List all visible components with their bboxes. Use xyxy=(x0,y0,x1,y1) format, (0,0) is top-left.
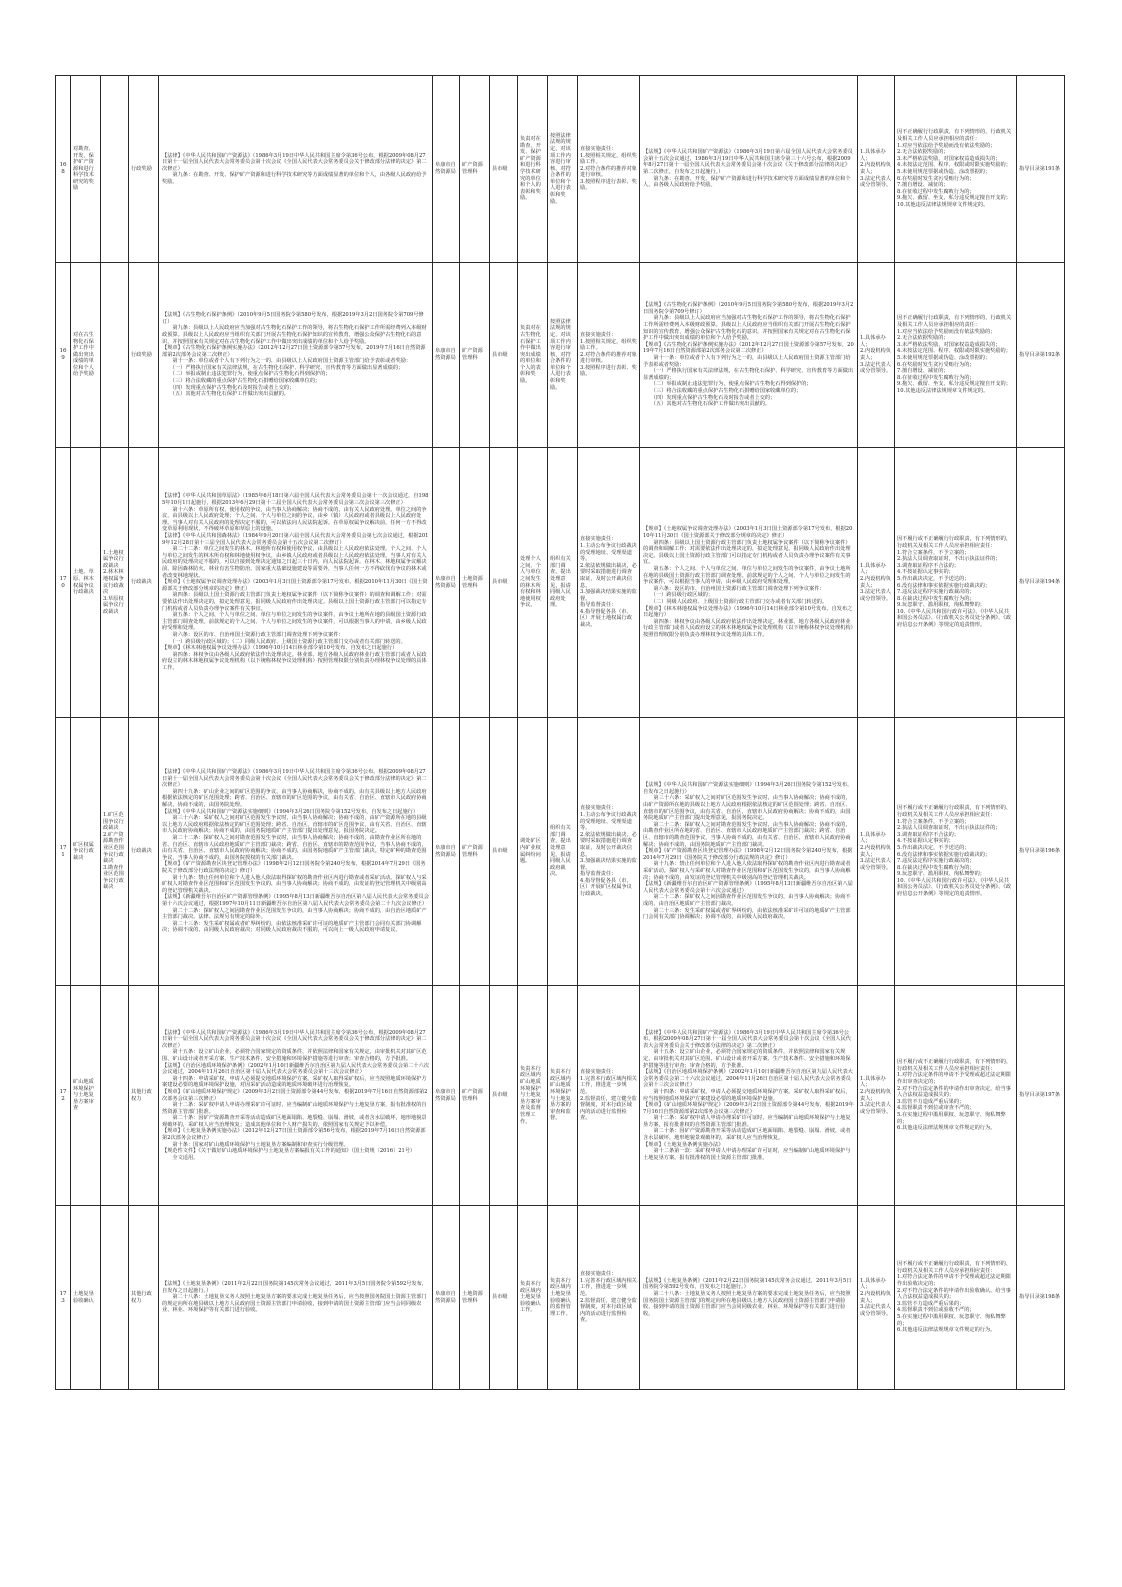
sub-item: 1.土地权属争议行政裁决 2.林木林地权属争议行政裁决 3.草原权属争议行政裁决 xyxy=(101,448,129,718)
administrative-level: 县市级 xyxy=(490,448,518,718)
work-content: 负责本行政区域内矿山地质环境保护与土地复垦方案的审查和监督。 xyxy=(548,986,578,1206)
item-name: 土地、草原、林木权属争议行政裁决 xyxy=(71,448,101,718)
implementing-body: 阜康市自然资源局 xyxy=(433,1206,460,1390)
responsibility-basis: 【法规】《中华人民共和国矿产资源法实施细则》（1994年3月26日国务院令第152号发布，自发布之日起施行） 第三十六条：采矿权人之间对矿区范围发生争议时，由当事人协商解决；协商不成的，由矿产资源所在地的县级以上地方人民政府根据依法核定的矿区范围处理；跨省、自治区、直辖市的矿区范围争议，由有关省、自治区、直辖市人民政府协商解决；协商不成的，由国务院地质矿产主管部门提出处理意见，报国务院决定。 第二十二条：探矿权人之间对勘查范围发生争议时，由当事人协商解决；协商不成的，由勘查作业区所在地的省、自治区、直辖市人民政府地质矿产主管部门裁决；跨省、自治区、直辖市的勘查范围争议，当事人协商不成的，由有关省、自治区、直辖市人民政府协商解决；协商不成的，由国务院地质矿产主管部门裁决。 【规章】《矿产资源勘查区块登记管理办法》（1998年2月12日国务院令第240号发布，根据2014年7月29日《国务院关于修改部分行政法规的决定》修订） 第十九条：禁止任何单位和个人进入他人依法取得探矿权的勘查作业区内进行勘查或者采矿活动。探矿权人与采矿权人对勘查作业区范围和矿区范围发生争议的，由当事人协商解决；协商不成的，由发证的登记管理机关中级别高的登记管理机关裁决。 【法规】《新疆维吾尔自治区矿产资源管理条例》（1995年8月13日新疆维吾尔自治区第八届人民代表大会常务委员会第十六次会议通过） 第二十二条：探矿权人之间因勘查作业区范围发生争议的，由当事人协商解决；协商不成的，由自治区地质矿产主管部门裁决。 第二十三条：发生采矿权属或者矿界纠纷的，由依法核准采矿许可证的地质矿产主管部门会同有关部门协调解决；协调不成的，由同级人民政府裁决。 xyxy=(640,718,858,986)
responsibility-items: 直接实施责任： 1.完善本行政区域内相关工作，推进进一步规范。 2.监督责任，建立健全监督制度，对本行政区域内的活动进行监督检查。 xyxy=(578,986,640,1206)
sub-item xyxy=(101,1206,129,1390)
accountability-situations: 因不履行或不正确履行行政职责，有下列情形的，行政机关及相关工作人员应承担相应责任： 1.对符合法定条件的申请不予受理或超过法定期限作出审查决定的； 2.对不符合法定条件的申请作出审查决定，给当事人合法权益造成损失的； 3.监管不力造成严重后果的； 4.监督职责不到位或审查不严的； 5.在实施过程中滥用职权、玩忽职守、徇私舞弊的； 6.其他违反法律法规规章文件规定的行为。 xyxy=(895,986,1017,1206)
accountability-situations: 因不履行或不正确履行行政职责，有下列情形的，行政机关及相关工作人员应承担相应责任： 1.符合立案条件，不予立案的； 2.执法人员调查取证时，不出示执法证件的； 3.调查取证程序不合法的； 4.不按证据认定事实的； 5.作出裁决决定，不予送达的； 6.没有法律和事实依据实施行政裁决的； 7.违反法定程序实施行政裁决的； 8.在裁决过程中发生腐败行为的； 9.玩忽职守、滥用职权、徇私舞弊的； 10.《中华人民共和国行政许可法》、《中华人民共和国公务员法》、《行政机关公务员处分条例》、《政府信息公开条例》等规定的追责情形。 xyxy=(895,718,1017,986)
accountability-subject: 1.具体承办人； 2.内设机构负责人； 3.法定代表人或分管领导。 xyxy=(858,718,895,986)
remarks: 指导目录第196条 xyxy=(1017,718,1065,986)
accountability-situations: 因不正确履行行政职责，有下列情形的，行政机关及相关工作人员应承担相应的责任： 1.对应当依法给予奖励而没有依法奖励的； 2.无合法依据奖励的； 3.未严格依法奖励，对国家权益造成损失的； 4.未按法定范围、程序、权限或时限实施奖励的； 5.未使用规范票据或伪造、涂改票据的； 6.在奖励时发生贪污受贿行为的； 7.擅自增设、减征的； 8.在征收过程中发生腐败行为的； 9.拖欠、截留、坐支、私分违反规定擅自开支的； 10.其他违反法律法规规章文件规定的。 xyxy=(895,76,1017,263)
power-category: 行政裁决 xyxy=(129,448,159,718)
item-name: 矿山地质环境保护与土地复垦方案审查 xyxy=(71,986,101,1206)
accountability-situations: 因不履行或不正确履行行政职责，有下列情形的，行政机关及相关工作人员应承担相应责任： 1.对符合法定条件的申请不予受理或超过法定期限作出验收决定的； 2.对不符合法定条件的申请作出验收确认，给当事人合法权益造成损失的； 3.监管不力造成严重后果的； 4.监督职责不到位或验收不严的； 5.在实施过程中滥用职权、玩忽职守、徇私舞弊的； 6.其他违反法律法规规章文件规定的行为。 xyxy=(895,1206,1017,1390)
power-category: 其他行政权力 xyxy=(129,986,159,1206)
power-category: 行政裁决 xyxy=(129,718,159,986)
remarks: 指导目录第194条 xyxy=(1017,448,1065,718)
responsibility-basis: 【法律】《中华人民共和国矿产资源法》（1986年3月19日中华人民共和国主席令第36号公布，根据2009年08月27日第十一届全国人民代表大会常务委员会第十次会议《全国人民代表大会常务委员会关于修改部分法律的决定》第二次修正） 第十五条：设立矿山企业，必须符合国家规定的资质条件，并依照法律和国家有关规定，由审批机关对其矿区范围、矿山设计或者开采方案、生产技术条件、安全措施和环境保护措施等进行审查；审查合格的，方予批准。 【法规】《自治区地质环境保护条例》（2002年1月10日新疆维吾尔自治区第九届人民代表大会常务委员会第二十六次会议通过，2004年11月26日自治区第十届人民代表大会常务委员会第十三次会议修正） 第十四条：申请采矿权，申请人必须提交地质环境保护方案。采矿权人取得采矿权后，应当按照地质环境保护方案建设必要的地质环境保护设施。 【规章】《矿山地质环境保护规定》（2009年3月2日国土资源部令第44号发布，根据2019年7月16日自然资源部第2次部务会议第三次修正） 第十二条：采矿权申请人申请办理采矿许可证时，应当编制矿山地质环境保护与土地复垦方案，报有批准权的自然资源主管部门批准。 第二十条：因矿产资源勘查开采等活动造成矿区地面塌陷、地裂缝、崩塌、滑坡，或者含水层破坏，地形地貌景观破坏的，采矿权人应当治理恢复。 【规章】《土地复垦条例实施办法》 第十二条第一款：采矿权申请人申请办理采矿许可证时，应当编制矿山地质环境保护与土地复垦方案，报有批准权的国土资源主管部门批准。 xyxy=(640,986,858,1206)
item-name: 土地复垦验收确认 xyxy=(71,1206,101,1390)
row-number: 170 xyxy=(56,448,71,718)
responsibility-scope: 处理个人之间、个人与单位之间发生的林木所有权和林地使用权争议。 xyxy=(518,448,548,718)
legal-basis: 【法律】《中华人民共和国矿产资源法》（1986年3月19日中华人民共和国主席令第36号公布，根据2009年08月27日第十一届全国人民代表大会常务委员会第十次会议《全国人民代表大会常务委员会关于修改部分法律的决定》第二次修正） 第九条：在勘查、开发、保护矿产资源和进行科学技术研究等方面成绩显著的单位和个人，由各级人民政府给予奖励。 xyxy=(159,76,433,263)
responsibility-basis: 【规章】《土地权属争议调查处理办法》（2003年1月3日国土资源部令第17号发布，根据2010年11月30日《国土资源部关于修改部分规章的决定》修正） 第四条：县级以上国土资源行政主管部门负责土地权属争议案件（以下简称争议案件）的调查和调解工作；对需要依法作出处理决定的，拟定处理意见，报同级人民政府作出处理决定。县级以上国土资源行政主管部门可以指定专门机构或者人员负责办理争议案件有关事宜。 第五条：个人之间、个人与单位之间、单位与单位之间发生的争议案件，由争议土地所在地的县级国土资源行政主管部门调查处理。前款规定的个人之间、个人与单位之间发生的争议案件，可以根据当事人的申请，由乡级人民政府受理和处理。 第六条：设区的市、自治州国土资源行政主管部门调查处理下列争议案件： （一）跨县级行政区域的； （二）同级人民政府、上级国土资源行政主管部门交办或者有关部门转送的。 【规章】《林木林地权属争议处理办法》（1996年10月14日林业部令第10号发布，自发布之日起施行） 第四条：林权争议由各级人民政府依法作出处理决定。林业部、地方各级人民政府林业行政主管部门或者人民政府设立的林木林地权属争议处理机构（以下统称林权争议处理机构）按照管理权限分别负责办理林权争议处理的具体工作。 xyxy=(640,448,858,718)
remarks: 指导目录第192条 xyxy=(1017,263,1065,448)
responsible-department: 矿产资源管理科 xyxy=(460,986,490,1206)
accountability-subject: 1.具体承办人； 2.内设机构负责人； 3.法定代表人或分管领导。 xyxy=(858,1206,895,1390)
responsible-department: 矿产资源管理科 xyxy=(460,76,490,263)
responsibility-items: 直接实施责任： 1.按照相关规定，组织奖励工作。 2.对符合条件的推荐对象进行审核。 3.按照程序进行表彰、奖励。 xyxy=(578,76,640,263)
responsibility-scope: 调处矿区内矿业权属纠纷问题。 xyxy=(518,718,548,986)
administrative-level: 县市级 xyxy=(490,986,518,1206)
work-content: 负责本行政区域内土地复垦验收确认的监督管理工作。 xyxy=(548,1206,578,1390)
implementing-body: 阜康市自然资源局 xyxy=(433,718,460,986)
administrative-level: 县市级 xyxy=(490,76,518,263)
item-name: 对勘查、开发、保护矿产资源和进行科学技术研究的奖励 xyxy=(71,76,101,263)
sub-item xyxy=(101,263,129,448)
sub-item xyxy=(101,76,129,263)
row-number: 172 xyxy=(56,986,71,1206)
legal-basis: 【法规】《古生物化石保护条例》（2010年9月5日国务院令第580号发布，根据2019年3月2日国务院令第709号修订） 第九条：县级以上人民政府应当加强对古生物化石保护工作的领导，将古生物化石保护工作所需经费列入本级财政预算。县级以上人民政府应当组织有关部门开展古生物化石保护知识的宣传教育，增强公众保护古生物化石的意识，并按照国家有关规定对在古生物化石保护工作中做出突出成绩的单位和个人给予奖励。 【规章】《古生物化石保护条例实施办法》（2012年12月27日国土资源部令第57号发布，2019年7月16日自然资源部第2次部务会议第二次修正） 第十一条：单位或者个人有下列行为之一的，由县级以上人民政府国土资源主管部门给予表彰或者奖励： （一）严格执行国家有关法律法规，在古生物化石保护、科学研究、宣传教育等方面做出显著成绩的； （二）举报或制止违法犯罪行为，使重点保护古生物化石得到保护的； （三）将合法收藏的重点保护古生物化石捐赠给国家收藏单位的； （四）发现重点保护古生物化石及时报告或者上交的； （五）其他对古生物化石保护工作做出突出贡献的。 xyxy=(159,263,433,448)
work-content: 按照法律法规的规定，对该项工作内容进行审核，对符合条件的单位和个人进行表彰和奖励。 xyxy=(548,263,578,448)
responsibility-scope: 负责对在勘查、开发、保护矿产资源和进行科学技术研究的单位和个人的表彰和奖励。 xyxy=(518,76,548,263)
responsibility-basis: 【法规】《土地复垦条例》（2011年2月22日国务院第145次常务会议通过，2011年3月5日国务院令第592号发布，自发布之日起施行。） 第二十八条：土地复垦义务人按照土地复垦方案的要求完成土地复垦任务后，应当按照国务院国土资源主管部门的规定向所在地县级以上地方人民政府国土资源主管部门申请验收，接到申请的国土资源主管部门应当会同同级农业、林业、环境保护等有关部门进行验收。 xyxy=(640,1206,858,1390)
legal-basis: 【法律】《中华人民共和国矿产资源法》（1986年3月19日中华人民共和国主席令第36号公布，根据2009年08月27日第十一届全国人民代表大会常务委员会第十次会议《全国人民代表大会常务委员会关于修改部分法律的决定》第二次修正） 第四十九条：矿山企业之间的矿区范围的争议，由当事人协商解决，协商不成的，由有关县级以上地方人民政府根据依法核定的矿区范围处理；跨省、自治区、直辖市的矿区范围的争议，由有关省、自治区、直辖市人民政府协商解决，协商不成的，由国务院处理。 【法规】《中华人民共和国矿产资源法实施细则》（1994年3月26日国务院令第152号发布，自发布之日起施行） 第三十六条：采矿权人之间对矿区范围发生争议时，由当事人协商解决；协商不成的，由矿产资源所在地的县级以上地方人民政府根据依法核定的矿区范围处理；跨省、自治区、直辖市的矿区范围争议，由有关省、自治区、直辖市人民政府协商解决；协商不成的，由国务院地质矿产主管部门提出处理意见，报国务院决定。 第二十二条：探矿权人之间对勘查范围发生争议时，由当事人协商解决；协商不成的，由勘查作业区所在地的省、自治区、直辖市人民政府地质矿产主管部门裁决；跨省、自治区、直辖市的勘查范围争议，当事人协商不成的，由有关省、自治区、直辖市人民政府协商解决；协商不成的，由国务院地质矿产主管部门裁决。特定矿种的勘查范围争议，当事人协商不成的，由国务院授权的有关部门裁决。 【规章】《矿产资源勘查区块登记管理办法》（1998年2月12日国务院令第240号发布，根据2014年7月29日《国务院关于修改部分行政法规的决定》修订） 第十九条：禁止任何单位和个人进入他人依法取得探矿权的勘查作业区内进行勘查或者采矿活动。探矿权人与采矿权人对勘查作业区范围和矿区范围发生争议的，由当事人协商解决；协商不成的，由发证的登记管理机关中级别高的登记管理机关裁决。 【法规】《新疆维吾尔自治区矿产资源管理条例》（1995年8月13日新疆维吾尔自治区第八届人民代表大会常务委员会第十六次会议通过，根据1997年10月11日新疆维吾尔自治区第八届人民代表大会常务委员会第二十九次会议修正） 第二十二条：探矿权人之间因勘查作业区范围发生争议的，由当事人协商解决；协商不成的，由自治区地质矿产主管部门裁决。法律、法规另有规定的除外。 第二十三条：发生采矿权属或者矿界纠纷的，由依法核准采矿许可证的地质矿产主管部门会同有关部门协调解决；协调不成的，由同级人民政府裁决；对同级人民政府裁决不服的，可以向上一级人民政府申请复议。 xyxy=(159,718,433,986)
accountability-situations: 因不正确履行行政职责，有下列情形的，行政机关及相关工作人员应承担相应的责任： 1.对应当依法给予奖励而没有依法奖励的； 2.无合法依据奖励的； 3.未严格依法奖励，对国家权益造成损失的； 4.未按法定范围、程序、权限或时限实施奖励的； 5.未使用规范票据或伪造、涂改票据的； 6.在奖励时发生贪污受贿行为的； 7.擅自增设、减征的； 8.在征收过程中发生腐败行为的； 9.拖欠、截留、坐支、私分违反规定擅自开支的； 10.其他违反法律法规规章文件规定的。 xyxy=(895,263,1017,448)
implementing-body: 阜康市自然资源局 xyxy=(433,263,460,448)
responsibility-scope: 负责本行政区域内矿山地质环境保护与土地复垦方案审查及监督管理工作。 xyxy=(518,986,548,1206)
responsible-department: 矿产资源管理科 xyxy=(460,263,490,448)
legal-basis: 【法律】《中华人民共和国草原法》（1985年6月18日第六届全国人民代表大会常务委员会第十一次会议通过，自1985年10月1日起施行，根据2013年6月29日第十二届全国人民代表大会常务委员会第三次会议第三次修正） 第十六条：草原所有权、使用权的争议，由当事人协商解决；协商不成的，由有关人民政府处理。单位之间的争议，由县级以上人民政府处理；个人之间、个人与单位之间的争议，由乡（镇）人民政府或者县级以上人民政府处理。当事人对有关人民政府的处理决定不服的，可以依法向人民法院起诉。在草原权属争议解决前，任何一方不得改变草原利用现状，不得破坏草原和草原上的设施。 【法律】《中华人民共和国森林法》（1984年9月20日第六届全国人民代表大会常务委员会第七次会议通过，根据2019年12月28日第十三届全国人民代表大会常务委员会第十五次会议第二次修订） 第二十二条：单位之间发生的林木、林地所有权和使用权争议，由县级以上人民政府依法处理。个人之间、个人与单位之间发生的林木所有权和林地使用权争议，由乡镇人民政府或者县级以上人民政府依法处理。当事人对有关人民政府的处理决定不服的，可以自接到处理决定通知之日起三十日内，向人民法院起诉。在林木、林地权属争议解决前，除因森林防火、林业有害生物防治、国家重大基础设施建设等需要外，当事人任何一方不得砍伐有争议的林木或者改变林地现状。 【规章】《土地权属争议调查处理办法》（2003年1月3日国土资源部令第17号发布，根据2010年11月30日《国土资源部关于修改部分规章的决定》修正） 第四条：县级以上国土资源行政主管部门负责土地权属争议案件（以下简称争议案件）的调查和调解工作；对需要依法作出处理决定的，拟定处理意见，报同级人民政府作出处理决定。县级以上国土资源行政主管部门可以指定专门机构或者人员负责办理争议案件有关事宜。 第五条：个人之间、个人与单位之间、单位与单位之间发生的争议案件，由争议土地所在地的县级国土资源行政主管部门调查处理。前款规定的个人之间、个人与单位之间发生的争议案件，可以根据当事人的申请，由乡级人民政府受理和处理。 第六条：设区的市、自治州国土资源行政主管部门调查处理下列争议案件： （一）跨县级行政区域的；（二）同级人民政府、上级国土资源行政主管部门交办或者有关部门转送的。 【规章】《林木林地权属争议处理办法》（1996年10月14日林业部令第10号发布，自发布之日起施行） 第四条：林权争议由各级人民政府依法作出处理决定。林业部、地方各级人民政府林业行政主管部门或者人民政府设立的林木林地权属争议处理机构（以下统称林权争议处理机构）按照管理权限分别负责办理林权争议处理的具体工作。 xyxy=(159,448,433,718)
responsibility-scope: 负责本行政区域内土地复垦验收确认工作。 xyxy=(518,1206,548,1390)
implementing-body: 阜康市自然资源局 xyxy=(433,986,460,1206)
responsibility-items: 直接实施责任： 1.完善本行政区域内相关工作，推进进一步规范。 2.监督责任，建立健全监督制度，对本行政区域内的活动进行监督检查。 xyxy=(578,1206,640,1390)
sub-item xyxy=(101,986,129,1206)
row-number: 171 xyxy=(56,718,71,986)
remarks: 指导目录第198条 xyxy=(1017,1206,1065,1390)
power-category: 行政奖励 xyxy=(129,263,159,448)
item-name: 矿区权属争议行政裁决 xyxy=(71,718,101,986)
accountability-subject: 1.具体承办人； 2.内设机构负责人； 3.法定代表人或分管领导。 xyxy=(858,76,895,263)
accountability-subject: 1.具体承办人； 2.内设机构负责人； 3.法定代表人或分管领导。 xyxy=(858,448,895,718)
row-number: 169 xyxy=(56,263,71,448)
responsible-department: 矿产资源管理科 xyxy=(460,718,490,986)
administrative-level: 县市级 xyxy=(490,718,518,986)
power-category: 其他行政权力 xyxy=(129,1206,159,1390)
implementing-body: 阜康市自然资源局 xyxy=(433,448,460,718)
responsibility-basis: 【法规】《古生物化石保护条例》（2010年9月5日国务院令第580号发布，根据2019年3月2日国务院令第709号修订） 第九条：县级以上人民政府应当加强对古生物化石保护工作的领导，将古生物化石保护工作所需经费列入本级财政预算。县级以上人民政府应当组织有关部门开展古生物化石保护知识的宣传教育，增强公众保护古生物化石的意识，并按照国家有关规定对在古生物化石保护工作中做出突出成绩的单位和个人给予奖励。 【规章】《古生物化石保护条例实施办法》（2012年12月27日国土资源部令第57号发布，2019年7月16日自然资源部第2次部务会议第二次修正） 第十一条：单位或者个人有下列行为之一的，由县级以上人民政府国土资源主管部门给予表彰或者奖励： （一）严格执行国家有关法律法规，在古生物化石保护、科学研究、宣传教育等方面做出显著成绩的； （二）举报或制止违法犯罪行为，使重点保护古生物化石得到保护的； （三）将合法收藏的重点保护古生物化石捐赠给国家收藏单位的； （四）发现重点保护古生物化石及时报告或者上交的； （五）其他对古生物化石保护工作做出突出贡献的。 xyxy=(640,263,858,448)
accountability-subject: 1.具体承办人； 2.内设机构负责人； 3.法定代表人或分管领导。 xyxy=(858,263,895,448)
responsibility-items: 直接实施责任： 1.主动公布争议行政裁决的受理地址、受理渠道等。 2.依法依规做出裁决，必要时采取措施进行调查取证，及时公开裁决信息。 3.加强裁决结果实施的监督。 指导监督责任： 4.指导督促各县（市、区）开展矿区权属争议行政裁决。 xyxy=(578,718,640,986)
remarks: 指导目录第197条 xyxy=(1017,986,1065,1206)
power-category: 行政奖励 xyxy=(129,76,159,263)
implementing-body: 阜康市自然资源局 xyxy=(433,76,460,263)
administrative-level: 县市级 xyxy=(490,263,518,448)
responsible-department: 土地资源管理科 xyxy=(460,1206,490,1390)
responsible-department: 土地资源管理科 xyxy=(460,448,490,718)
item-name: 对在古生物化石保护工作中做出突出成绩的单位和个人给予奖励 xyxy=(71,263,101,448)
work-content: 按照法律法规的规定，对该项工作内容进行审核，对符合条件的单位和个人进行表彰和奖励。 xyxy=(548,76,578,263)
work-content: 组织有关部门调查，提出处理意见，报请同级人民政府处理。 xyxy=(548,448,578,718)
legal-basis: 【法规】《土地复垦条例》（2011年2月22日国务院第145次常务会议通过，2011年3月5日国务院令第592号发布，自发布之日起施行。） 第二十八条：土地复垦义务人按照土地复垦方案的要求完成土地复垦任务后，应当按照国务院国土资源主管部门的规定向所在地县级以上地方人民政府国土资源主管部门申请验收，接到申请的国土资源主管部门应当会同同级农业、林业、环境保护等有关部门进行验收。 xyxy=(159,1206,433,1390)
power-list-table xyxy=(55,75,1065,1390)
row-number: 168 xyxy=(56,76,71,263)
responsibility-items: 直接实施责任： 1.按照相关规定，组织奖励工作。 2.对符合条件的推荐对象进行审核。 3.按照程序进行表彰、奖励。 xyxy=(578,263,640,448)
row-number: 173 xyxy=(56,1206,71,1390)
accountability-subject: 1.具体承办人； 2.内设机构负责人； 3.法定代表人或分管领导。 xyxy=(858,986,895,1206)
responsibility-scope: 负责对在古生物化石保护工作中做出突出成绩的单位和个人的表彰和奖励。 xyxy=(518,263,548,448)
sub-item: 1.矿区范围争议行政裁决 2.矿产资源勘查作业区范围争议行政裁决 3.勘查作业区范围争议行政裁决 xyxy=(101,718,129,986)
accountability-situations: 因不履行或不正确履行行政职责，有下列情形的，行政机关及相关工作人员应承担相应责任： 1.符合立案条件，不予立案的； 2.执法人员调查取证时，不出示执法证件的； 3.调查取证程序不合法的； 4.不按证据认定事实的； 5.作出裁决决定，不予送达的； 6.没有法律和事实依据实施行政裁决的； 7.违反法定程序实施行政裁决的； 8.在裁决过程中发生腐败行为的； 9.玩忽职守、滥用职权、徇私舞弊的； 10.《中华人民共和国行政许可法》、《中华人民共和国公务员法》、《行政机关公务员处分条例》、《政府信息公开条例》等规定的追责情形。 xyxy=(895,448,1017,718)
work-content: 组织有关部门调查，提出处理意见，报请同级人民政府裁决。 xyxy=(548,718,578,986)
administrative-level: 县市级 xyxy=(490,1206,518,1390)
remarks: 指导目录第191条 xyxy=(1017,76,1065,263)
responsibility-basis: 【法规】《中华人民共和国矿产资源法》（1986年3月19日第六届全国人民代表大会常务委员会第十五次会议通过，1986年3月19日中华人民共和国主席令第三十六号公布，根据2009年8月27日第十一届全国人民代表大会常务委员会第十次会议《关于修改部分法律的决定》第二次修正，自发布之日起施行。） 第九条：在勘查、开发、保护矿产资源和进行科学技术研究等方面成绩显著的单位和个人，由各级人民政府给予奖励。 xyxy=(640,76,858,263)
legal-basis: 【法律】《中华人民共和国矿产资源法》（1986年3月19日中华人民共和国主席令第36号公布，根据2009年08月27日第十一届全国人民代表大会常务委员会第十次会议《全国人民代表大会常务委员会关于修改部分法律的决定》第二次修正） 第十五条：设立矿山企业，必须符合国家规定的资质条件，并依照法律和国家有关规定，由审批机关对其矿区范围、矿山设计或者开采方案、生产技术条件、安全措施和环境保护措施等进行审查；审查合格的，方予批准。 【法规】《自治区地质环境保护条例》（2002年1月10日新疆维吾尔自治区第九届人民代表大会常务委员会第二十六次会议通过，2004年11月26日自治区第十届人民代表大会常务委员会第十三次会议修正） 第十四条：申请采矿权，申请人必须提交地质环境保护方案。采矿权人取得采矿权后，应当按照地质环境保护方案建设必要的地质环境保护设施，对因采矿活动造成的地质环境破坏进行治理恢复。 【规章】《矿山地质环境保护规定》（2009年3月2日国土资源部令第44号发布，根据2019年7月16日自然资源部第2次部务会议第三次修正） 第十二条：采矿权申请人申请办理采矿许可证时，应当编制矿山地质环境保护与土地复垦方案，报有批准权的自然资源主管部门批准。 第二十条：因矿产资源勘查开采等活动造成矿区地面塌陷、地裂缝、崩塌、滑坡，或者含水层破坏，地形地貌景观破坏的，采矿权人应当治理恢复；造成其他单位和个人财产损失的，依照国家有关规定予以补偿。 【规章】《土地复垦条例实施办法》（2012年12月27日国土资源部令第56号发布，根据2019年7月16日自然资源部第2次部务会议修正） 第十条：国家对矿山地质环境保护与土地复垦方案编制和审查实行分级管理。 【规范性文件】《关于做好矿山地质环境保护与土地复垦方案编报有关工作的通知》（国土资规〔2016〕21号） 全文适用。 xyxy=(159,986,433,1206)
responsibility-items: 直接实施责任： 1.主动公布争议行政裁决的受理地址、受理渠道等。 2.依法依规做出裁决，必要时采取措施进行调查取证，及时公开裁决信息。 3.加强裁决结果实施的监督。 指导监督责任： 4.指导督促各县（市、区）开展土地权属行政裁决。 xyxy=(578,448,640,718)
